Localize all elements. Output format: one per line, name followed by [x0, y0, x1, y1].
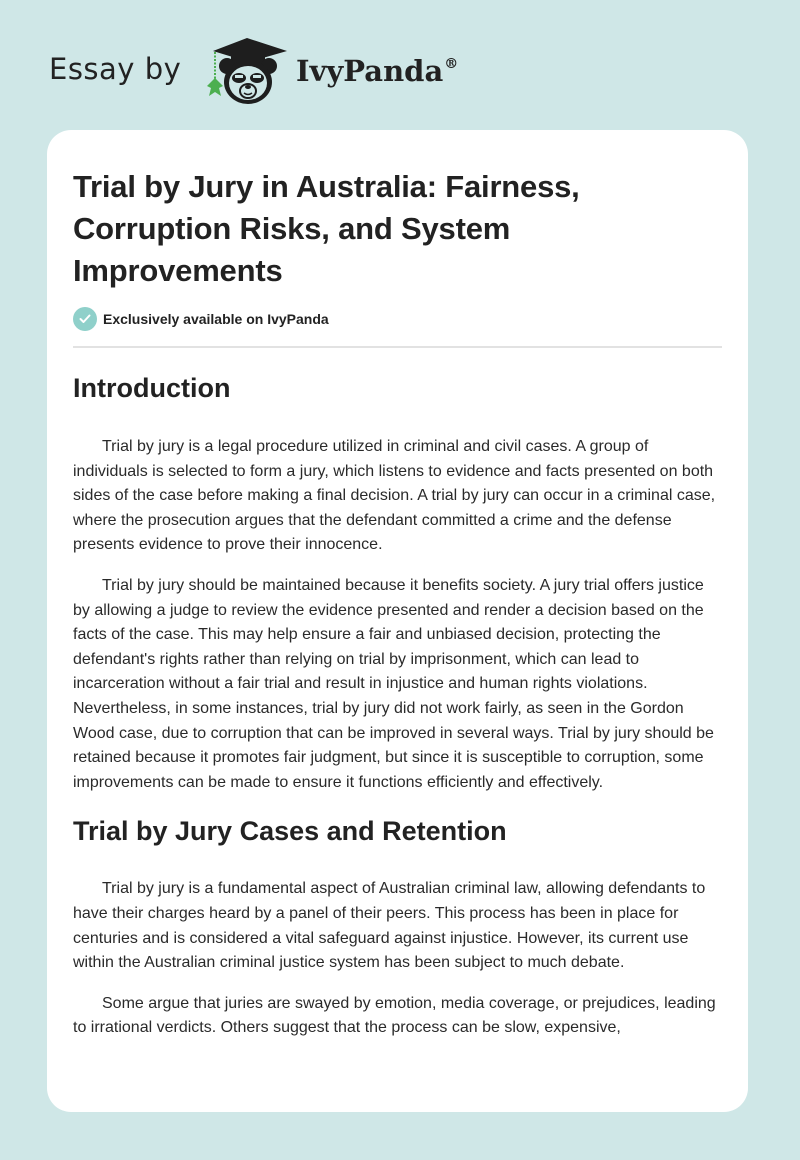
essay-by-label: Essay by: [49, 52, 182, 86]
registered-mark: ®: [444, 56, 459, 72]
section-cases-and-retention: [73, 814, 722, 1041]
section-introduction: [73, 371, 722, 795]
exclusive-badge-text: Exclusively available on IvyPanda: [103, 311, 329, 327]
essay-title: Trial by Jury in Australia: Fairness, Corruption Risks, and System Improvements: [73, 169, 580, 288]
brand-name[interactable]: [296, 54, 458, 88]
essay-card: [47, 130, 748, 1112]
panda-graduate-icon[interactable]: [203, 36, 291, 108]
section-heading: Introduction: [73, 373, 231, 403]
site-header: [0, 0, 800, 130]
exclusive-badge: [73, 306, 722, 332]
section-heading: Trial by Jury Cases and Retention: [73, 816, 507, 847]
brand-text: IvyPanda: [296, 54, 444, 88]
paragraph: Trial by jury is a fundamental aspect of Australian criminal law, allowing defendants to have their charges heard by a panel of their peers. This process has been in place for centuries and is considered a vital safeguard against injustice. However, its current use within the Australian criminal justice system has been subject to much debate.: [73, 880, 706, 972]
check-circle-icon: [73, 307, 97, 331]
paragraph: Some argue that juries are swayed by emotion, media coverage, or prejudices, leading to irrational verdicts. Others suggest that the process can be slow, expensive,: [73, 994, 716, 1037]
paragraph: Trial by jury is a legal procedure utilized in criminal and civil cases. A group of individuals is selected to form a jury, which listens to evidence and facts presented on both sides of the case before making a final decision. A trial by jury can occur in a criminal case, where the prosecution argues that the defendant committed a crime and the defense presents evidence to prove their innocence.: [73, 438, 716, 554]
paragraph: Trial by jury should be maintained because it benefits society. A jury trial offers justice by allowing a judge to review the evidence presented and render a decision based on the facts of the case. This may help ensure a fair and unbiased decision, protecting the defendant's rights rather than relying on trial by imprisonment, which can lead to incarceration without a fair trial and result in injustice and human rights violations. Nevertheless, in some instances, trial by jury did not work fairly, as seen in the Gordon Wood case, due to corruption that can be improved in several ways. Trial by jury should be retained because it promotes fair judgment, but since it is susceptible to corruption, some improvements can be made to ensure it functions efficiently and effectively.: [73, 576, 714, 791]
title-divider: [73, 346, 722, 348]
